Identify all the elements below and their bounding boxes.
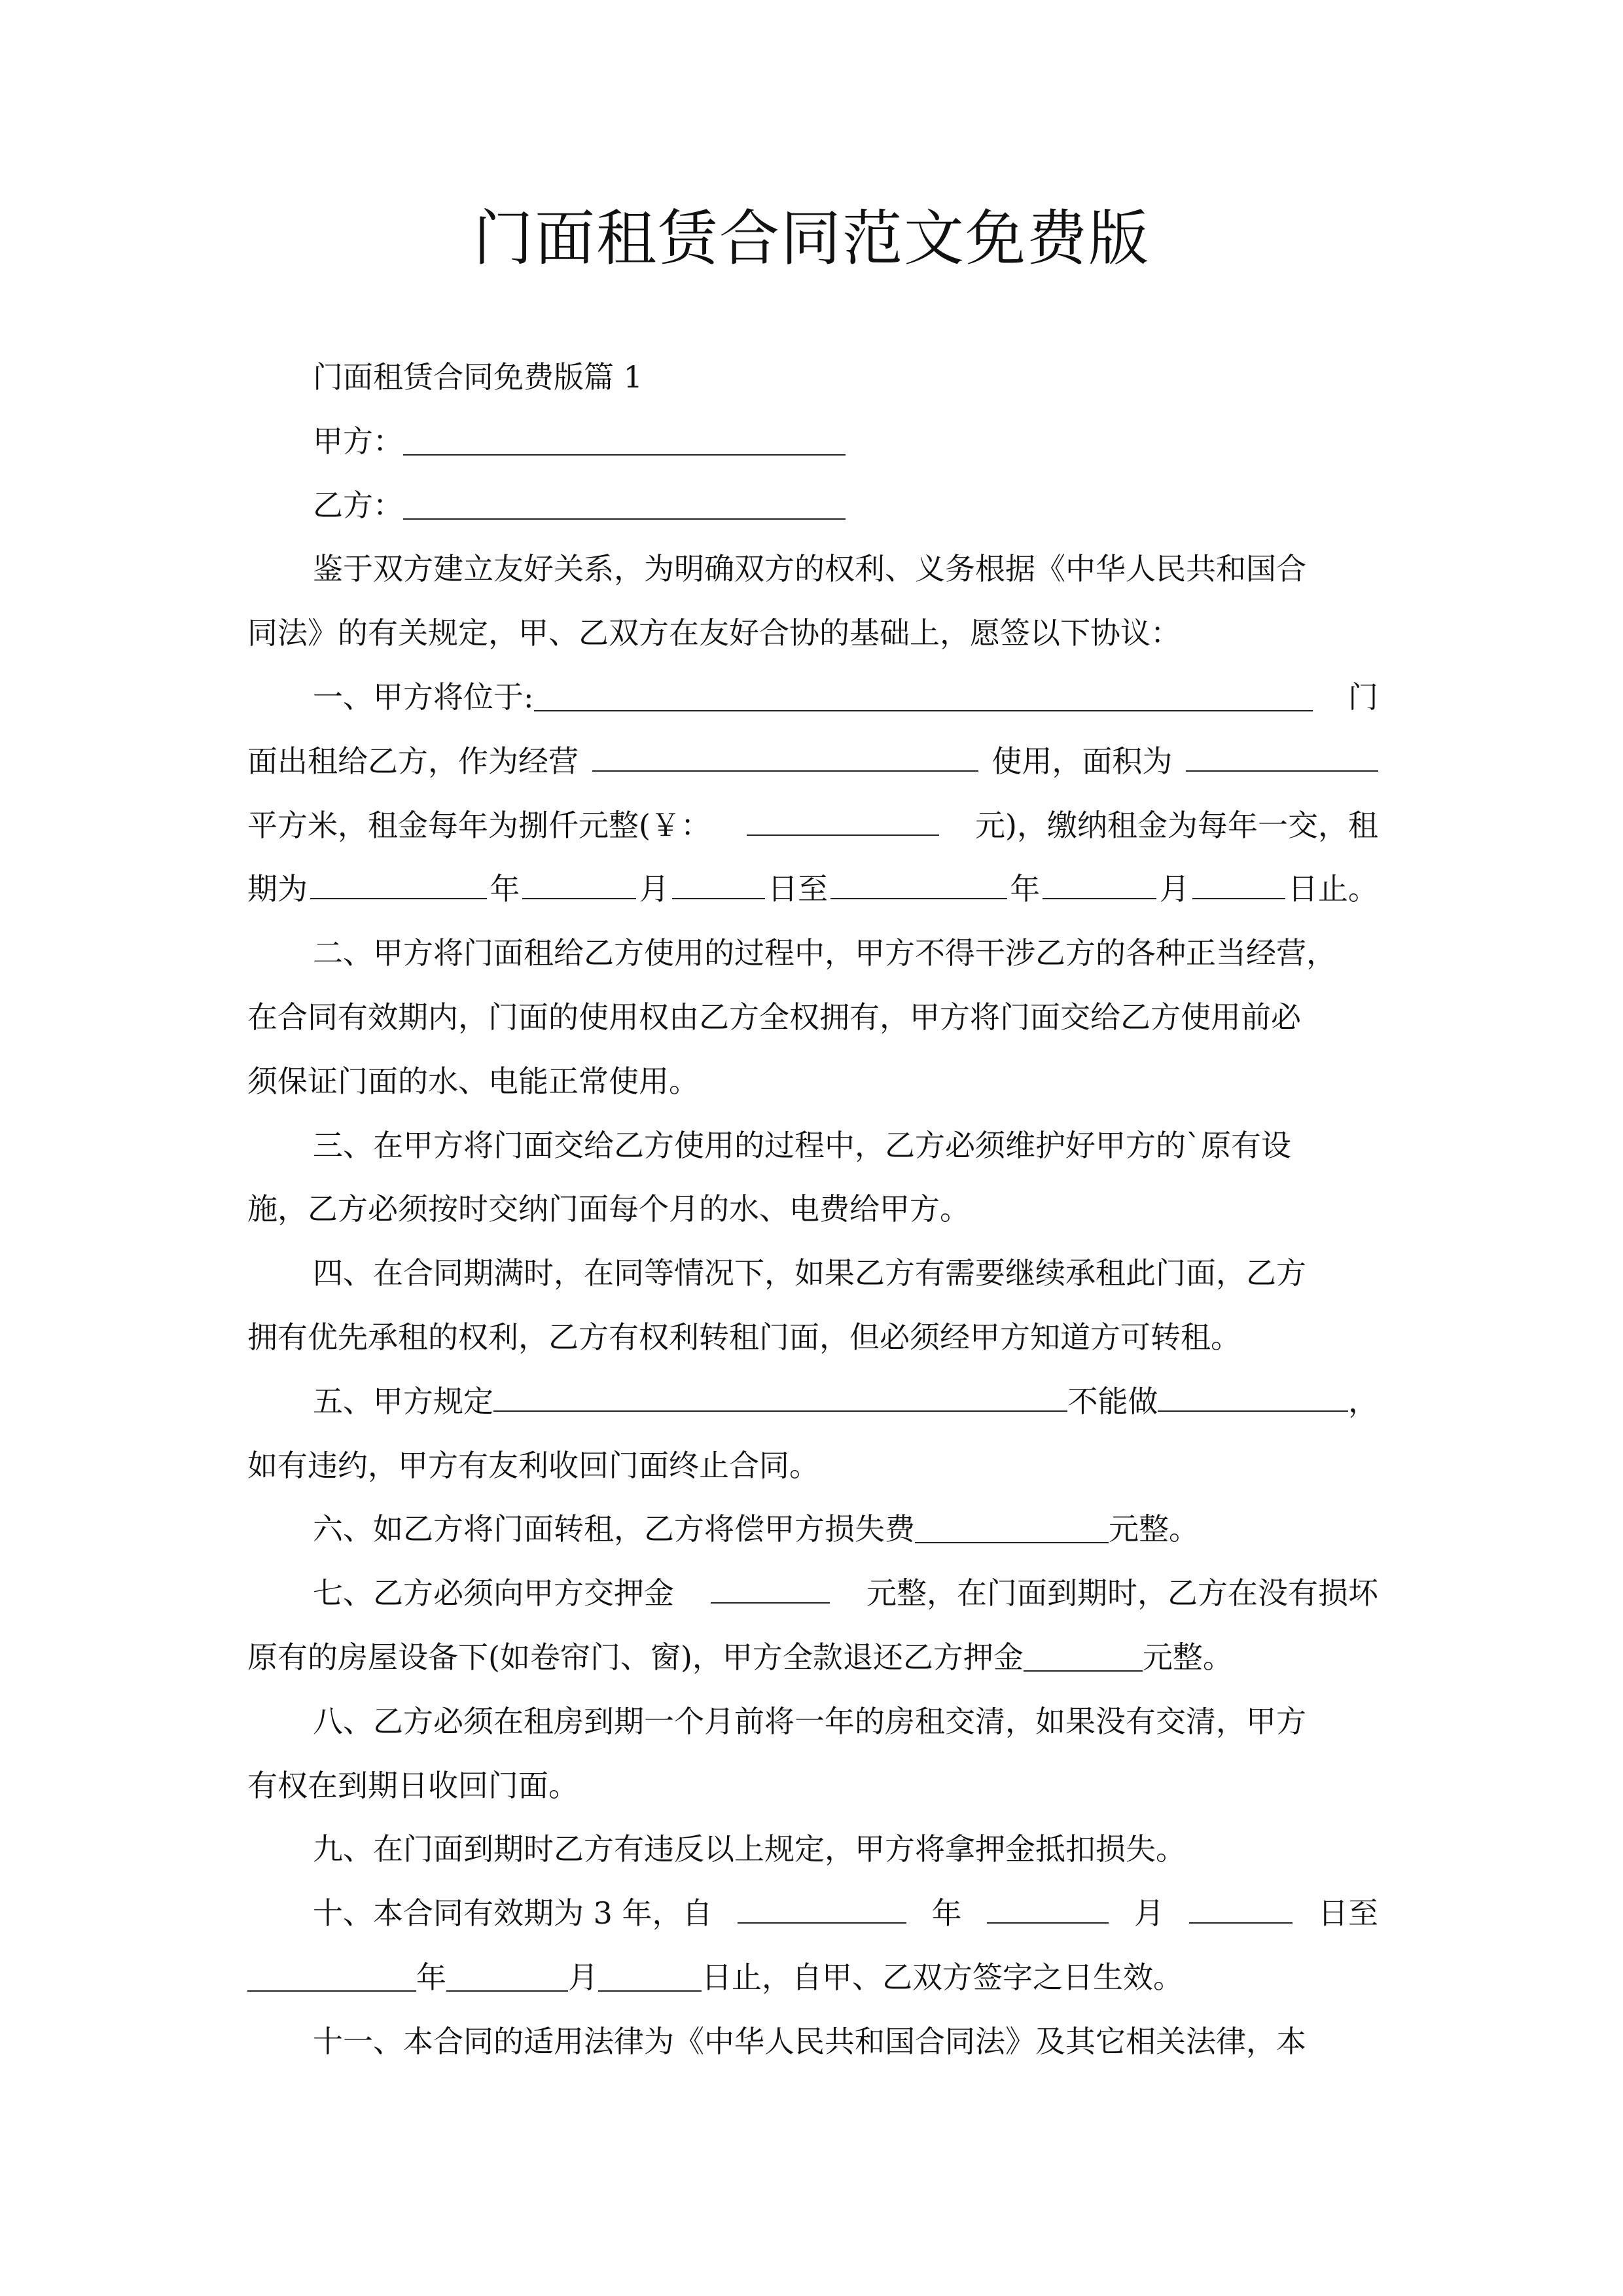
end-month-blank — [1043, 872, 1156, 899]
clause-11-line-1: 十一、本合同的适用法律为《中华人民共和国合同法》及其它相关法律，本 — [313, 2023, 1306, 2059]
clause-2-line-1: 二、甲方将门面租给乙方使用的过程中，甲方不得干涉乙方的各种正当经营， — [313, 935, 1336, 971]
rule-blank — [493, 1384, 1067, 1412]
forbidden-blank — [1158, 1384, 1348, 1412]
intro-line-1: 鉴于双方建立友好关系，为明确双方的权利、义务根据《中华人民共和国合 — [313, 551, 1306, 587]
rent-blank — [747, 808, 939, 836]
clause-4-line-2: 拥有优先承租的权利，乙方有权利转租门面，但必须经甲方知道方可转租。 — [247, 1319, 1241, 1355]
clause-3-line-1: 三、在甲方将门面交给乙方使用的过程中，乙方必须维护好甲方的`原有设 — [313, 1127, 1291, 1163]
clause-5-line-2: 如有违约，甲方有友利收回门面终止合同。 — [247, 1447, 819, 1483]
clause-10-line-2: 年 月 日止，自甲、乙双方签字之日生效。 — [247, 1946, 1378, 2010]
document-title: 门面租赁合同范文免费版 — [473, 204, 1150, 274]
clause-8-line-1: 八、乙方必须在租房到期一个月前将一年的房租交清，如果没有交清，甲方 — [313, 1703, 1306, 1739]
clause-2-line-2: 在合同有效期内，门面的使用权由乙方全权拥有，甲方将门面交给乙方使用前必 — [247, 999, 1301, 1035]
term-end-month-blank — [446, 1964, 568, 1992]
section-heading: 门面租赁合同免费版篇 1 — [313, 359, 643, 395]
term-end-year-blank — [247, 1964, 416, 1992]
clause-1-line-1: 一、甲方将位于: 门 — [313, 679, 1378, 715]
clause-1-line-2: 面出租给乙方，作为经营 使用，面积为 — [247, 730, 1378, 794]
party-a-line: 甲方： — [247, 410, 1378, 474]
end-day-blank — [1192, 872, 1285, 899]
party-b-line: 乙方： — [247, 474, 1378, 538]
party-b-blank — [403, 492, 846, 520]
clause-4-line-1: 四、在合同期满时，在同等情况下，如果乙方有需要继续承租此门面，乙方 — [313, 1255, 1306, 1291]
deposit-blank — [711, 1576, 830, 1604]
area-blank — [1186, 744, 1378, 772]
start-month-blank — [522, 872, 636, 899]
intro-line-2: 同法》的有关规定，甲、乙双方在友好合协的基础上，愿签以下协议： — [247, 615, 1181, 651]
loss-fee-blank — [915, 1516, 1109, 1543]
clause-10-line-1: 十、本合同有效期为 3 年，自 年 月 日至 — [313, 1895, 1378, 1931]
clause-6-line: 六、如乙方将门面转租，乙方将偿甲方损失费 元整。 — [313, 1511, 1199, 1547]
start-year-blank — [310, 872, 487, 899]
term-start-month-blank — [987, 1896, 1109, 1924]
term-end-day-blank — [598, 1964, 702, 1992]
clause-5-line-1: 五、甲方规定 不能做 ， — [313, 1383, 1378, 1419]
end-year-blank — [830, 872, 1007, 899]
clause-2-line-3: 须保证门面的水、电能正常使用。 — [247, 1063, 699, 1099]
clause-8-line-2: 有权在到期日收回门面。 — [247, 1767, 579, 1803]
clause-7-line-1: 七、乙方必须向甲方交押金 元整，在门面到期时，乙方在没有损坏 — [313, 1575, 1378, 1611]
business-blank — [592, 744, 978, 772]
term-start-year-blank — [738, 1896, 906, 1924]
start-day-blank — [672, 872, 765, 899]
party-a-blank — [403, 428, 846, 456]
refund-blank — [1024, 1644, 1143, 1672]
clause-7-line-2: 原有的房屋设备下(如卷帘门、窗)，甲方全款退还乙方押金 元整。 — [247, 1639, 1233, 1675]
location-blank — [534, 684, 1313, 711]
clause-1-line-3: 平方米，租金每年为捌仟元整(￥： 元)，缴纳租金为每年一交，租 — [247, 807, 1378, 843]
clause-3-line-2: 施，乙方必须按时交纳门面每个月的水、电费给甲方。 — [247, 1191, 970, 1227]
document-body — [247, 346, 1378, 2074]
clause-9-line: 九、在门面到期时乙方有违反以上规定，甲方将拿押金抵扣损失。 — [313, 1831, 1186, 1867]
clause-1-line-4: 期为 年 月 日至 年 月 日止。 — [247, 871, 1378, 907]
term-start-day-blank — [1189, 1896, 1293, 1924]
